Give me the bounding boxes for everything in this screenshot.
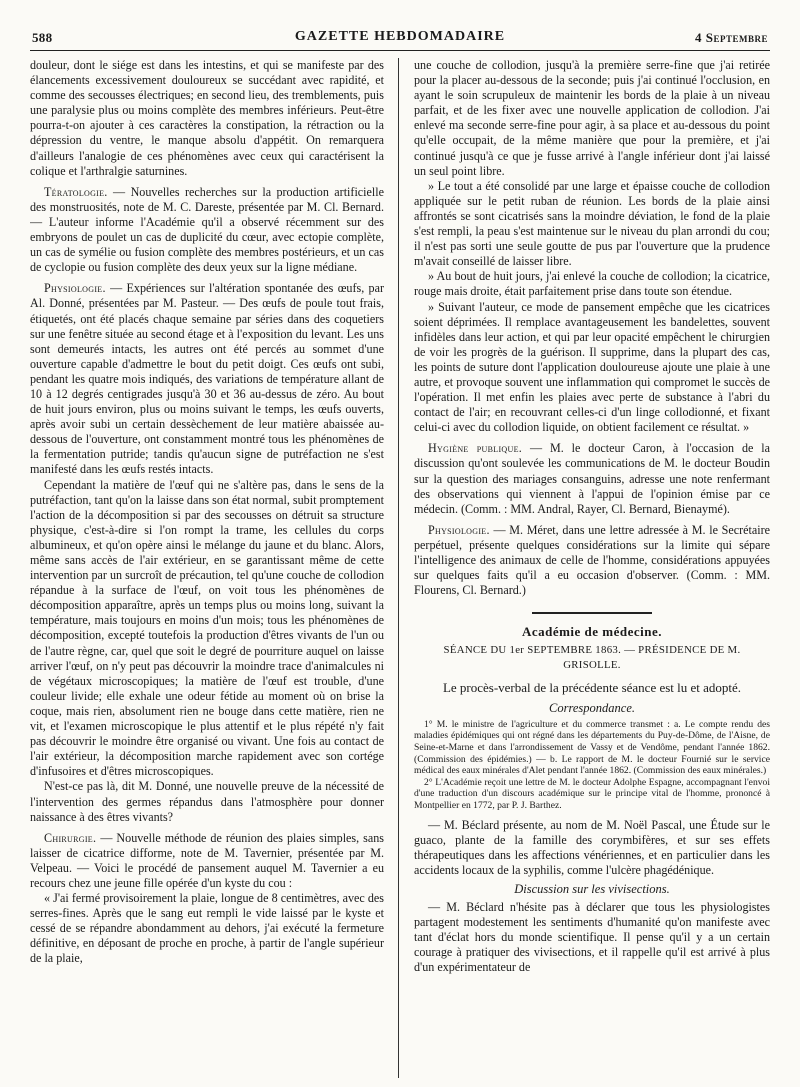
section-hygiene [414, 441, 770, 516]
paragraph: » Le tout a été consolidé par une large et épaisse couche de collodion appliquée sur le petit ruban de réunion. Les bords de la plaie ainsi affrontés se sont cicatrisés sans la moindre déviation, le fond de la plaie s'est rempli, la peau s'est maintenue sur le niveau du plan arrondi du cou; il n'est pas sorti une seule goutte de pus par l'ouverture que la prudence m'avait conseillé de laisser libre. [414, 178, 770, 269]
section-chirurgie [30, 831, 384, 891]
correspondance-heading: Correspondance. [549, 700, 635, 715]
seance-line: SÉANCE DU 1er SEPTEMBRE 1863. — PRÉSIDENCE DE M. GRISOLLE. [443, 644, 741, 672]
vivisection-heading: Discussion sur les vivisections. [514, 881, 670, 896]
section-label: Physiologie. [44, 281, 106, 296]
journal-title: GAZETTE HEBDOMADAIRE [294, 29, 506, 44]
section-physiologie-2 [414, 523, 770, 598]
paragraph: — M. Béclard présente, au nom de M. Noël Pascal, une Étude sur le guaco, plante de la famille des corymbifères, et sur ses effets thérapeutiques dans les affections vénériennes, et en particulier dans les accidents locaux de la syphilis, comme l'ulcère phagédénique. [414, 817, 770, 877]
section-text: — Nouvelles recherches sur la production artificielle des monstruosités, note de M. C. Dareste, présentée par M. Cl. Bernard. — L'auteur informe l'Académie qu'il a observé récemment sur des embryons de poulet un cas de duplicité du cœur, avec ectopie complète, un cas de symélie ou fusion complète des membres postérieurs, et un cas de cyclopie ou fusion complète des deux yeux sur la ligne médiane. [30, 184, 384, 275]
academy-heading: Académie de médecine. [521, 624, 663, 640]
paragraph: « J'ai fermé provisoirement la plaie, longue de 8 centimètres, avec des serres-fines. Après que le sang eut rempli le vide laissé par le kyste et cessé de se répandre abondamment au dehors, j'ai exécuté la fermeture définitive, en déposant de proche en proche, à partir de l'angle supérieur de la plaie, [30, 891, 384, 966]
section-label: Chirurgie. [44, 830, 97, 845]
note: 1° M. le ministre de l'agriculture et du commerce transmet : a. Le compte rendu des maladies épidémiques qui ont régné dans les départements du Puy-de-Dôme, de l'Aisne, de Seine-et-Marne et dans l'arrondissement de Vassy et de Vendôme, pendant l'année 1862. (Commission des épidémies.) — b. Le rapport de M. le docteur Fournié sur le service médical des eaux minérales d'Alet pendant l'année 1862. (Commission des eaux minérales.) [414, 718, 770, 777]
section-physiologie [30, 281, 384, 477]
section-rule [532, 612, 652, 614]
paragraph: N'est-ce pas là, dit M. Donné, une nouvelle preuve de la nécessité de l'intervention des germes répandus dans l'atmosphère pour donner naissance à des êtres vivants? [30, 779, 384, 824]
section-label: Hygiène publique. [428, 441, 523, 456]
paragraph: Cependant la matière de l'œuf qui ne s'altère pas, dans le sens de la putréfaction, tant qu'on la laisse dans son état normal, subit promptement l'action de la décomposition si par des secousses on détruit sa structure physique, c'est-à-dire si l'on rompt la trame, les cellules du corps albumineux, et qu'on opère ainsi le mélange du jaune et du blanc. Alors, même sans accès de l'air extérieur, en se garantissant même de cette intervention par un surcroît de précaution, tel qu'une couche de collodion répandue à la surface de l'œuf, on voit tous les phénomènes de décomposition apparaître, après un temps plus ou moins long, suivant la température, mais toujours en moins d'un mois; tous les phénomènes de décomposition, excepté toutefois la production d'êtres vivants de l'un ou de l'autre règne, car, quel que soit le degré de pourriture auquel on laisse arriver l'œuf, on n'y peut pas découvrir la moindre trace d'animalcules ni de végétaux microscopiques; la matière de l'œuf est trouble, d'une couleur livide; elle exhale une odeur fétide au moment où on brise la coque, mais rien, absolument rien ne bouge dans cette matière, rien ne vit, et l'examen microscopique le plus attentif et le plus répété n'y fait pas découvrir le moindre être organisé ou vivant. Une fois au contact de l'air extérieur, la décomposition marche rapidement avec son cortége d'infusoires et d'êtres microscopiques. [30, 477, 384, 779]
section-text: — M. le docteur Caron, à l'occasion de la discussion qu'ont soulevée les communications de M. le docteur Boudin sur la question des mariages consanguins, adresse une note renfermant des observations qui viennent à l'appui de l'opinion émise par ce médecin. (Comm. : MM. Andral, Rayer, Cl. Bernard, Bienaymé). [414, 441, 770, 516]
paragraph: » Au bout de huit jours, j'ai enlevé la couche de collodion; la cicatrice, rouge mais droite, était parfaitement prise dans toute son étendue. [414, 269, 770, 299]
note: 2° L'Académie reçoit une lettre de M. le docteur Adolphe Espagne, accompagnant l'envoi d'une traduction d'un discours académique sur le principe vital de l'homme, prononcé à Montpellier en 1772, par P. J. Barthez. [414, 776, 770, 811]
issue-date: 4 Septembre [695, 30, 768, 45]
proces-verbal: Le procès-verbal de la précédente séance est lu et adopté. [442, 679, 742, 695]
paragraph: » Suivant l'auteur, ce mode de pansement empêche que les cicatrices soient déprimées. Il remplace avantageusement les bandelettes, souvent infidèles dans leur action, et qui par leur opacité empêchent le chirurgien de voir les progrès de la guérison. Il supprime, dans la plupart des cas, les points de suture dont l'application douloureuse ajoute une plaie à une autre, et provoque souvent une inflammation qui compromet le succès de l'opération. Il met enfin les plaies avec perte de substance à l'abri du contact de l'air; en recouvrant celles-ci d'un linge collodionné, et fixant celui-ci avec du collodion liquide, on obtient facilement ce résultat. » [414, 299, 770, 435]
page-header [30, 28, 770, 51]
section-text: — Expériences sur l'altération spontanée des œufs, par Al. Donné, présentées par M. Pasteur. — Des œufs de poule tout frais, étiquetés, ont été placés chaque semaine par séries dans des coquetiers sur une fenêtre située au second étage et à l'exposition du levant. Les uns sont demeurés intacts, les autres ont été percés au sommet d'une ouverture capable d'admettre le bout du petit doigt. Ces œufs ont subi, pendant les quatre mois indiqués, des variations de température allant de 10 à 12 degrés centigrades jusqu'à 30 et 36 au-dessus de zéro. Au bout de huit jours environ, plus ou moins suivant le temps, les œufs ouverts, après avoir subi un certain dessèchement de leur matière abaissée au-dessous de l'ouverture, ont constamment montré tous les phénomènes de la fermentation putride; tandis qu'aucun signe de putréfaction ne s'est manifesté dans les œufs restés intacts. [30, 281, 384, 477]
left-column [30, 58, 384, 1083]
section-teratologie [30, 185, 384, 276]
column-divider [398, 58, 399, 1078]
section-label: Tératologie. [44, 184, 108, 199]
page-number: 588 [32, 30, 53, 45]
right-column [414, 58, 770, 1083]
paragraph: — M. Béclard n'hésite pas à déclarer que tous les physiologistes partagent modestement les sentiments d'humanité qu'on manifeste avec tant d'éclat hors du monde scientifique. Il pense qu'il y a un certain courage à pratiquer des vivisections, et il rappelle qu'il est arrivé à plus d'un expérimentateur de [414, 899, 770, 975]
correspondance-notes [414, 719, 770, 812]
section-label: Physiologie. [428, 522, 490, 537]
paragraph: douleur, dont le siége est dans les intestins, et qui se manifeste par des élancements excessivement douloureux se succédant avec rapidité, et comme des secousses électriques; en second lieu, des tremblements, puis une paralysie plus ou moins complète des membres inférieurs. Peut-être pourra-t-on ajouter à ces caractères la constipation, la rétraction ou la dépression du ventre, le manque absolu d'appétit. On remarquera d'ailleurs l'analogie de ces phénomènes avec ceux qui caractérisent la colique et l'arthralgie saturnines. [30, 58, 384, 178]
section-text: — M. Méret, dans une lettre adressée à M. le Secrétaire perpétuel, présente quelques considérations sur la limite qui sépare l'intelligence des animaux de celle de l'homme, considérations appuyées sur quelques faits qu'il a eu occasion d'observer. (Comm. : MM. Flourens, Cl. Bernard.) [414, 522, 770, 598]
section-text: — Nouvelle méthode de réunion des plaies simples, sans laisser de cicatrice difforme, note de M. Tavernier, présentée par M. Velpeau. — Voici le procédé de pansement auquel M. Tavernier a eu recours chez une jeune fille opérée d'un kyste du cou : [30, 830, 384, 890]
paragraph: une couche de collodion, jusqu'à la première serre-fine que j'ai retirée pour la placer au-dessous de la seconde; puis j'ai continué l'occlusion, en ayant le soin scrupuleux de maintenir les bords de la plaie à un niveau parfait, et de les fixer avec une nouvelle application de collodion. J'ai enlevé ma seconde serre-fine pour agir, à sa place et au-dessous du point qu'elle occupait, de la même manière que pour la première, et j'ai continué jusqu'à ce que je fusse arrivé à l'angle inférieur dont j'ai laissé un seul point libre. [414, 58, 770, 178]
